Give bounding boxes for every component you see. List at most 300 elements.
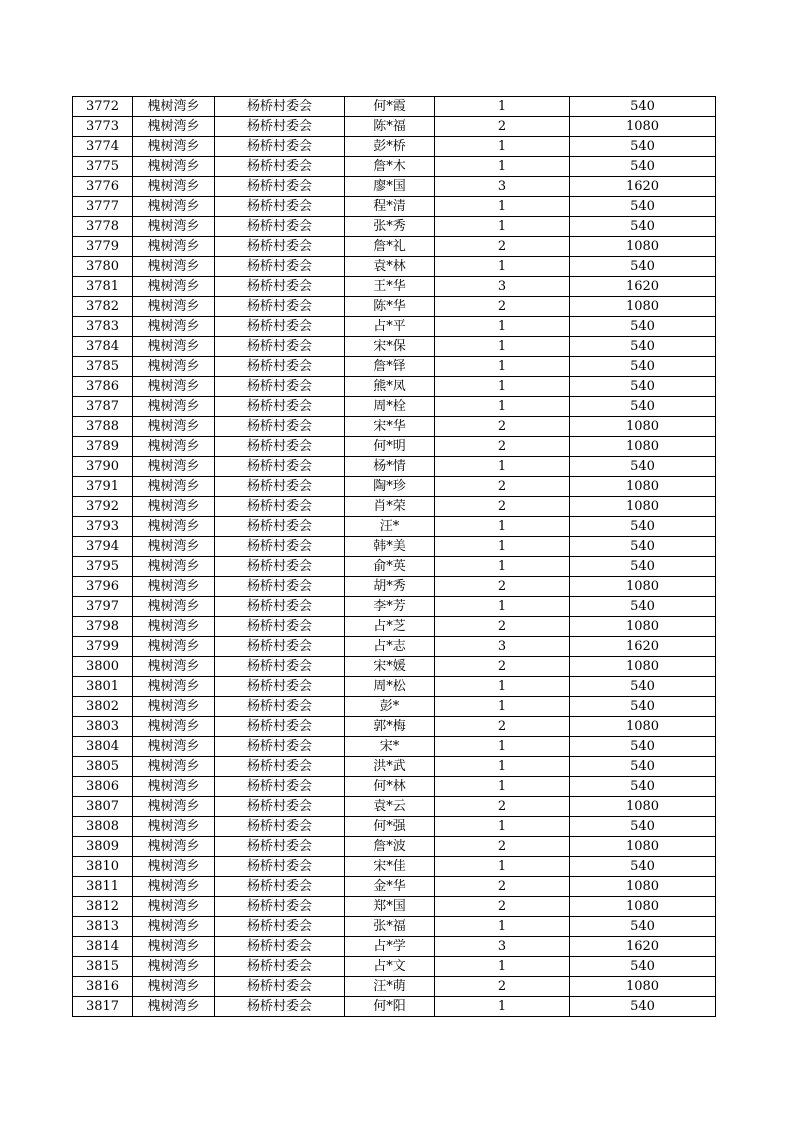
person-count-cell: 1: [435, 397, 570, 417]
name-cell: 周*栓: [345, 397, 435, 417]
village-committee-cell: 杨桥村委会: [215, 657, 345, 677]
table-row: [73, 737, 716, 757]
village-committee-cell: 杨桥村委会: [215, 757, 345, 777]
person-count-cell: 3: [435, 937, 570, 957]
person-count-cell: 2: [435, 897, 570, 917]
name-cell: 何*林: [345, 777, 435, 797]
person-count-cell: 2: [435, 297, 570, 317]
table-row: [73, 357, 716, 377]
name-cell: 何*阳: [345, 997, 435, 1017]
table-row: [73, 977, 716, 997]
name-cell: 熊*凤: [345, 377, 435, 397]
village-committee-cell: 杨桥村委会: [215, 417, 345, 437]
name-cell: 袁*云: [345, 797, 435, 817]
table-row: [73, 777, 716, 797]
village-committee-cell: 杨桥村委会: [215, 737, 345, 757]
row-number-cell: 3787: [73, 397, 133, 417]
town-cell: 槐树湾乡: [133, 277, 215, 297]
person-count-cell: 1: [435, 217, 570, 237]
amount-cell: 1080: [570, 617, 716, 637]
town-cell: 槐树湾乡: [133, 917, 215, 937]
town-cell: 槐树湾乡: [133, 457, 215, 477]
name-cell: 詹*礼: [345, 237, 435, 257]
row-number-cell: 3793: [73, 517, 133, 537]
village-committee-cell: 杨桥村委会: [215, 517, 345, 537]
table-row: [73, 437, 716, 457]
name-cell: 何*霞: [345, 97, 435, 117]
amount-cell: 540: [570, 157, 716, 177]
name-cell: 宋*: [345, 737, 435, 757]
town-cell: 槐树湾乡: [133, 837, 215, 857]
amount-cell: 540: [570, 957, 716, 977]
amount-cell: 1620: [570, 277, 716, 297]
village-committee-cell: 杨桥村委会: [215, 237, 345, 257]
town-cell: 槐树湾乡: [133, 637, 215, 657]
name-cell: 詹*木: [345, 157, 435, 177]
row-number-cell: 3804: [73, 737, 133, 757]
amount-cell: 540: [570, 557, 716, 577]
person-count-cell: 1: [435, 857, 570, 877]
row-number-cell: 3778: [73, 217, 133, 237]
amount-cell: 540: [570, 337, 716, 357]
row-number-cell: 3783: [73, 317, 133, 337]
table-row: [73, 537, 716, 557]
name-cell: 占*志: [345, 637, 435, 657]
name-cell: 何*明: [345, 437, 435, 457]
amount-cell: 1080: [570, 117, 716, 137]
name-cell: 廖*国: [345, 177, 435, 197]
table-row: [73, 717, 716, 737]
table-row: [73, 857, 716, 877]
village-committee-cell: 杨桥村委会: [215, 777, 345, 797]
village-committee-cell: 杨桥村委会: [215, 957, 345, 977]
row-number-cell: 3801: [73, 677, 133, 697]
amount-cell: 1080: [570, 577, 716, 597]
village-committee-cell: 杨桥村委会: [215, 857, 345, 877]
person-count-cell: 1: [435, 817, 570, 837]
town-cell: 槐树湾乡: [133, 157, 215, 177]
table-row: [73, 517, 716, 537]
town-cell: 槐树湾乡: [133, 317, 215, 337]
amount-cell: 540: [570, 317, 716, 337]
name-cell: 陶*珍: [345, 477, 435, 497]
table-row: [73, 957, 716, 977]
row-number-cell: 3807: [73, 797, 133, 817]
village-committee-cell: 杨桥村委会: [215, 877, 345, 897]
name-cell: 洪*武: [345, 757, 435, 777]
name-cell: 汪*萌: [345, 977, 435, 997]
town-cell: 槐树湾乡: [133, 97, 215, 117]
table-row: [73, 657, 716, 677]
name-cell: 占*文: [345, 957, 435, 977]
row-number-cell: 3794: [73, 537, 133, 557]
table-row: [73, 217, 716, 237]
amount-cell: 1080: [570, 657, 716, 677]
town-cell: 槐树湾乡: [133, 197, 215, 217]
table-row: [73, 617, 716, 637]
row-number-cell: 3785: [73, 357, 133, 377]
amount-cell: 1620: [570, 177, 716, 197]
table-row: [73, 117, 716, 137]
row-number-cell: 3802: [73, 697, 133, 717]
table-row: [73, 137, 716, 157]
town-cell: 槐树湾乡: [133, 217, 215, 237]
name-cell: 詹*铎: [345, 357, 435, 377]
amount-cell: 540: [570, 357, 716, 377]
amount-cell: 540: [570, 597, 716, 617]
row-number-cell: 3806: [73, 777, 133, 797]
table-row: [73, 157, 716, 177]
name-cell: 汪*: [345, 517, 435, 537]
person-count-cell: 1: [435, 317, 570, 337]
row-number-cell: 3786: [73, 377, 133, 397]
row-number-cell: 3815: [73, 957, 133, 977]
table-row: [73, 297, 716, 317]
table-row: [73, 837, 716, 857]
amount-cell: 540: [570, 137, 716, 157]
amount-cell: 1080: [570, 897, 716, 917]
amount-cell: 1080: [570, 497, 716, 517]
village-committee-cell: 杨桥村委会: [215, 557, 345, 577]
village-committee-cell: 杨桥村委会: [215, 817, 345, 837]
village-committee-cell: 杨桥村委会: [215, 117, 345, 137]
amount-cell: 1620: [570, 937, 716, 957]
person-count-cell: 2: [435, 977, 570, 997]
amount-cell: 1080: [570, 977, 716, 997]
village-committee-cell: 杨桥村委会: [215, 897, 345, 917]
amount-cell: 540: [570, 777, 716, 797]
row-number-cell: 3777: [73, 197, 133, 217]
table-row: [73, 457, 716, 477]
row-number-cell: 3784: [73, 337, 133, 357]
row-number-cell: 3797: [73, 597, 133, 617]
person-count-cell: 1: [435, 377, 570, 397]
name-cell: 彭*: [345, 697, 435, 717]
name-cell: 宋*媛: [345, 657, 435, 677]
amount-cell: 540: [570, 97, 716, 117]
name-cell: 张*福: [345, 917, 435, 937]
amount-cell: 540: [570, 917, 716, 937]
name-cell: 王*华: [345, 277, 435, 297]
person-count-cell: 2: [435, 877, 570, 897]
amount-cell: 1080: [570, 877, 716, 897]
village-committee-cell: 杨桥村委会: [215, 717, 345, 737]
town-cell: 槐树湾乡: [133, 977, 215, 997]
person-count-cell: 1: [435, 537, 570, 557]
amount-cell: 540: [570, 677, 716, 697]
table-row: [73, 337, 716, 357]
amount-cell: 540: [570, 197, 716, 217]
town-cell: 槐树湾乡: [133, 737, 215, 757]
table-row: [73, 997, 716, 1017]
name-cell: 占*平: [345, 317, 435, 337]
town-cell: 槐树湾乡: [133, 897, 215, 917]
person-count-cell: 2: [435, 837, 570, 857]
village-committee-cell: 杨桥村委会: [215, 637, 345, 657]
table-row: [73, 557, 716, 577]
town-cell: 槐树湾乡: [133, 817, 215, 837]
town-cell: 槐树湾乡: [133, 257, 215, 277]
person-count-cell: 1: [435, 97, 570, 117]
row-number-cell: 3795: [73, 557, 133, 577]
name-cell: 韩*美: [345, 537, 435, 557]
person-count-cell: 2: [435, 497, 570, 517]
person-count-cell: 1: [435, 197, 570, 217]
row-number-cell: 3791: [73, 477, 133, 497]
name-cell: 占*学: [345, 937, 435, 957]
person-count-cell: 1: [435, 677, 570, 697]
town-cell: 槐树湾乡: [133, 497, 215, 517]
village-committee-cell: 杨桥村委会: [215, 277, 345, 297]
amount-cell: 1080: [570, 717, 716, 737]
row-number-cell: 3792: [73, 497, 133, 517]
row-number-cell: 3817: [73, 997, 133, 1017]
town-cell: 槐树湾乡: [133, 717, 215, 737]
amount-cell: 1080: [570, 797, 716, 817]
amount-cell: 1080: [570, 297, 716, 317]
amount-cell: 540: [570, 457, 716, 477]
person-count-cell: 2: [435, 477, 570, 497]
town-cell: 槐树湾乡: [133, 177, 215, 197]
row-number-cell: 3780: [73, 257, 133, 277]
amount-cell: 540: [570, 397, 716, 417]
person-count-cell: 3: [435, 177, 570, 197]
row-number-cell: 3775: [73, 157, 133, 177]
name-cell: 杨*情: [345, 457, 435, 477]
row-number-cell: 3790: [73, 457, 133, 477]
amount-cell: 540: [570, 257, 716, 277]
row-number-cell: 3781: [73, 277, 133, 297]
name-cell: 俞*英: [345, 557, 435, 577]
town-cell: 槐树湾乡: [133, 597, 215, 617]
village-committee-cell: 杨桥村委会: [215, 157, 345, 177]
town-cell: 槐树湾乡: [133, 697, 215, 717]
town-cell: 槐树湾乡: [133, 957, 215, 977]
row-number-cell: 3799: [73, 637, 133, 657]
person-count-cell: 2: [435, 717, 570, 737]
town-cell: 槐树湾乡: [133, 237, 215, 257]
row-number-cell: 3803: [73, 717, 133, 737]
table-row: [73, 417, 716, 437]
amount-cell: 1080: [570, 417, 716, 437]
row-number-cell: 3810: [73, 857, 133, 877]
name-cell: 胡*秀: [345, 577, 435, 597]
table-row: [73, 817, 716, 837]
person-count-cell: 1: [435, 757, 570, 777]
town-cell: 槐树湾乡: [133, 477, 215, 497]
person-count-cell: 3: [435, 637, 570, 657]
name-cell: 肖*荣: [345, 497, 435, 517]
amount-cell: 540: [570, 757, 716, 777]
table-row: [73, 277, 716, 297]
row-number-cell: 3782: [73, 297, 133, 317]
row-number-cell: 3814: [73, 937, 133, 957]
village-committee-cell: 杨桥村委会: [215, 217, 345, 237]
person-count-cell: 1: [435, 737, 570, 757]
person-count-cell: 1: [435, 777, 570, 797]
village-committee-cell: 杨桥村委会: [215, 317, 345, 337]
town-cell: 槐树湾乡: [133, 677, 215, 697]
town-cell: 槐树湾乡: [133, 117, 215, 137]
row-number-cell: 3816: [73, 977, 133, 997]
person-count-cell: 1: [435, 257, 570, 277]
amount-cell: 540: [570, 817, 716, 837]
name-cell: 陈*华: [345, 297, 435, 317]
name-cell: 彭*桥: [345, 137, 435, 157]
town-cell: 槐树湾乡: [133, 357, 215, 377]
town-cell: 槐树湾乡: [133, 617, 215, 637]
amount-cell: 540: [570, 697, 716, 717]
person-count-cell: 1: [435, 957, 570, 977]
amount-cell: 1620: [570, 637, 716, 657]
village-committee-cell: 杨桥村委会: [215, 937, 345, 957]
village-committee-cell: 杨桥村委会: [215, 597, 345, 617]
amount-cell: 540: [570, 377, 716, 397]
table-row: [73, 677, 716, 697]
person-count-cell: 2: [435, 117, 570, 137]
village-committee-cell: 杨桥村委会: [215, 197, 345, 217]
name-cell: 金*华: [345, 877, 435, 897]
person-count-cell: 2: [435, 657, 570, 677]
row-number-cell: 3813: [73, 917, 133, 937]
person-count-cell: 1: [435, 517, 570, 537]
person-count-cell: 2: [435, 617, 570, 637]
village-committee-cell: 杨桥村委会: [215, 697, 345, 717]
name-cell: 周*松: [345, 677, 435, 697]
town-cell: 槐树湾乡: [133, 517, 215, 537]
town-cell: 槐树湾乡: [133, 417, 215, 437]
person-count-cell: 1: [435, 557, 570, 577]
table-row: [73, 897, 716, 917]
person-count-cell: 1: [435, 917, 570, 937]
table-row: [73, 597, 716, 617]
amount-cell: 1080: [570, 837, 716, 857]
table-row: [73, 877, 716, 897]
village-committee-cell: 杨桥村委会: [215, 257, 345, 277]
town-cell: 槐树湾乡: [133, 557, 215, 577]
amount-cell: 540: [570, 997, 716, 1017]
table-row: [73, 397, 716, 417]
row-number-cell: 3779: [73, 237, 133, 257]
town-cell: 槐树湾乡: [133, 657, 215, 677]
table-row: [73, 237, 716, 257]
village-committee-cell: 杨桥村委会: [215, 497, 345, 517]
town-cell: 槐树湾乡: [133, 757, 215, 777]
name-cell: 宋*佳: [345, 857, 435, 877]
village-committee-cell: 杨桥村委会: [215, 457, 345, 477]
row-number-cell: 3811: [73, 877, 133, 897]
table-row: [73, 477, 716, 497]
person-count-cell: 1: [435, 137, 570, 157]
name-cell: 何*强: [345, 817, 435, 837]
table-row: [73, 797, 716, 817]
village-committee-cell: 杨桥村委会: [215, 337, 345, 357]
row-number-cell: 3774: [73, 137, 133, 157]
name-cell: 宋*保: [345, 337, 435, 357]
name-cell: 袁*林: [345, 257, 435, 277]
village-committee-cell: 杨桥村委会: [215, 377, 345, 397]
village-committee-cell: 杨桥村委会: [215, 917, 345, 937]
table-row: [73, 177, 716, 197]
town-cell: 槐树湾乡: [133, 577, 215, 597]
name-cell: 郭*梅: [345, 717, 435, 737]
town-cell: 槐树湾乡: [133, 337, 215, 357]
amount-cell: 540: [570, 517, 716, 537]
row-number-cell: 3773: [73, 117, 133, 137]
row-number-cell: 3798: [73, 617, 133, 637]
village-committee-cell: 杨桥村委会: [215, 617, 345, 637]
amount-cell: 540: [570, 737, 716, 757]
amount-cell: 1080: [570, 437, 716, 457]
name-cell: 李*芳: [345, 597, 435, 617]
table-row: [73, 917, 716, 937]
row-number-cell: 3809: [73, 837, 133, 857]
row-number-cell: 3789: [73, 437, 133, 457]
village-committee-cell: 杨桥村委会: [215, 797, 345, 817]
village-committee-cell: 杨桥村委会: [215, 397, 345, 417]
person-count-cell: 1: [435, 597, 570, 617]
amount-cell: 1080: [570, 237, 716, 257]
table-row: [73, 497, 716, 517]
person-count-cell: 3: [435, 277, 570, 297]
town-cell: 槐树湾乡: [133, 857, 215, 877]
row-number-cell: 3812: [73, 897, 133, 917]
village-committee-cell: 杨桥村委会: [215, 297, 345, 317]
row-number-cell: 3805: [73, 757, 133, 777]
town-cell: 槐树湾乡: [133, 137, 215, 157]
village-committee-cell: 杨桥村委会: [215, 997, 345, 1017]
row-number-cell: 3788: [73, 417, 133, 437]
town-cell: 槐树湾乡: [133, 437, 215, 457]
table-row: [73, 197, 716, 217]
table-row: [73, 317, 716, 337]
amount-cell: 540: [570, 537, 716, 557]
person-count-cell: 2: [435, 417, 570, 437]
town-cell: 槐树湾乡: [133, 877, 215, 897]
person-count-cell: 1: [435, 457, 570, 477]
village-committee-cell: 杨桥村委会: [215, 837, 345, 857]
town-cell: 槐树湾乡: [133, 377, 215, 397]
name-cell: 占*芝: [345, 617, 435, 637]
town-cell: 槐树湾乡: [133, 397, 215, 417]
table-row: [73, 257, 716, 277]
table-row: [73, 937, 716, 957]
row-number-cell: 3776: [73, 177, 133, 197]
village-committee-cell: 杨桥村委会: [215, 677, 345, 697]
town-cell: 槐树湾乡: [133, 797, 215, 817]
village-committee-cell: 杨桥村委会: [215, 577, 345, 597]
amount-cell: 540: [570, 857, 716, 877]
person-count-cell: 1: [435, 697, 570, 717]
village-committee-cell: 杨桥村委会: [215, 437, 345, 457]
person-count-cell: 2: [435, 437, 570, 457]
roster-table-body: [73, 97, 716, 1017]
person-count-cell: 1: [435, 337, 570, 357]
town-cell: 槐树湾乡: [133, 777, 215, 797]
name-cell: 宋*华: [345, 417, 435, 437]
person-count-cell: 2: [435, 237, 570, 257]
name-cell: 程*清: [345, 197, 435, 217]
person-count-cell: 2: [435, 797, 570, 817]
row-number-cell: 3772: [73, 97, 133, 117]
village-committee-cell: 杨桥村委会: [215, 97, 345, 117]
row-number-cell: 3808: [73, 817, 133, 837]
town-cell: 槐树湾乡: [133, 997, 215, 1017]
table-row: [73, 97, 716, 117]
village-committee-cell: 杨桥村委会: [215, 177, 345, 197]
town-cell: 槐树湾乡: [133, 937, 215, 957]
table-row: [73, 377, 716, 397]
